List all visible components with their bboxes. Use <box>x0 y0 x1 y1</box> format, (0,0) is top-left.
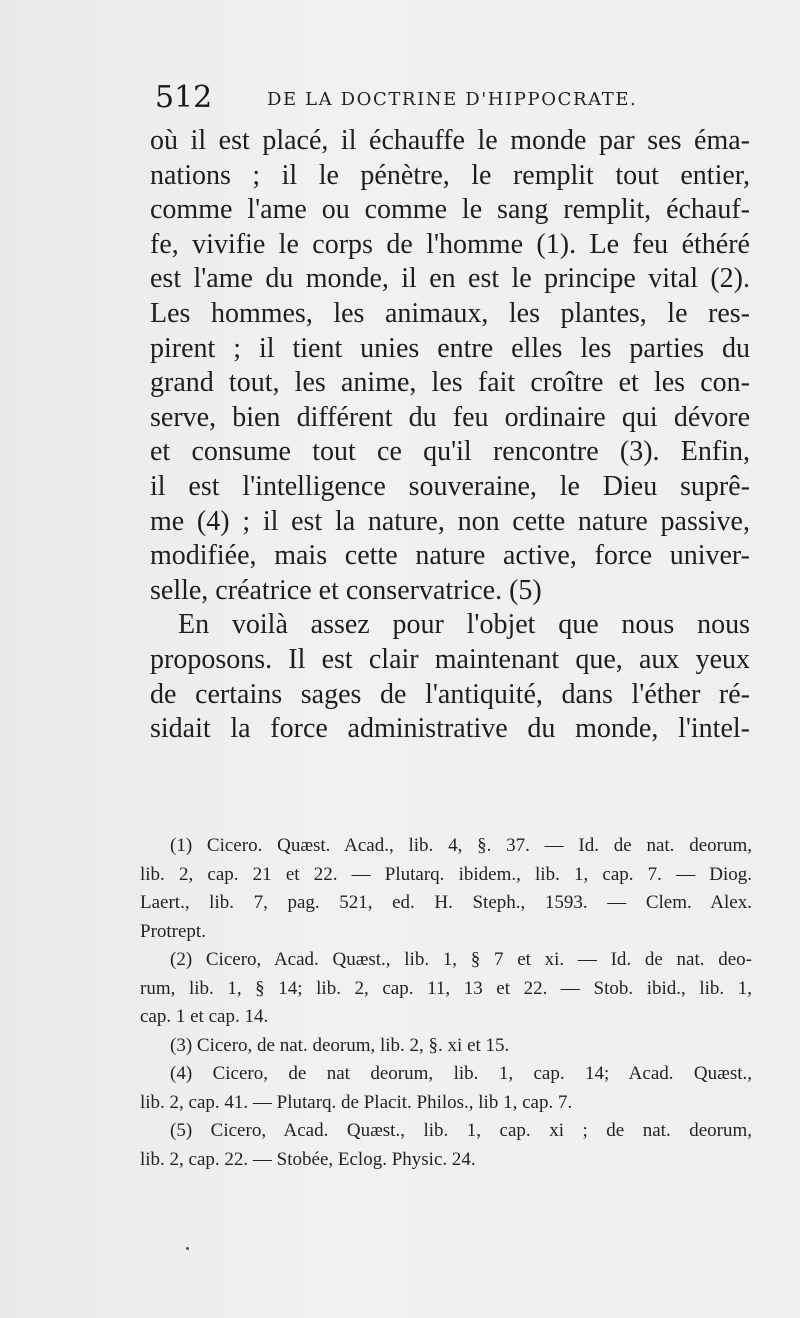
body-line: modifiée, mais cette nature active, force univer- <box>150 540 750 572</box>
body-line: et consume tout ce qu'il rencontre (3). Enfin, <box>150 436 750 468</box>
body-line: est l'ame du monde, il en est le principe vital (2). <box>150 263 750 295</box>
body-line: pirent ; il tient unies entre elles les parties du <box>150 332 750 364</box>
body-line: grand tout, les anime, les fait croître et les con- <box>150 367 750 399</box>
footnote-line: lib. 2, cap. 41. — Plutarq. de Placit. Philos., lib 1, cap. 7. <box>140 1091 573 1113</box>
ink-speck <box>186 1247 189 1250</box>
body-line: où il est placé, il échauffe le monde par ses éma- <box>150 125 750 156</box>
footnote-line: Protrept. <box>140 920 206 942</box>
body-line: serve, bien différent du feu ordinaire qui dévore <box>150 401 750 433</box>
footnote-line: Laert., lib. 7, pag. 521, ed. H. Steph., 1593. — Clem. Alex. <box>140 892 752 913</box>
body-line: me (4) ; il est la nature, non cette nature passive, <box>150 505 750 537</box>
footnote-line: (4) Cicero, de nat deorum, lib. 1, cap. 14; Acad. Quæst., <box>170 1063 752 1084</box>
footnote-line: (1) Cicero. Quæst. Acad., lib. 4, §. 37. — Id. de nat. deorum, <box>170 835 752 856</box>
body-line: selle, créatrice et conservatrice. (5) <box>150 574 542 606</box>
footnote-line: lib. 2, cap. 22. — Stobée, Eclog. Physic. 24. <box>140 1148 476 1170</box>
footnote-line: lib. 2, cap. 21 et 22. — Plutarq. ibidem., lib. 1, cap. 7. — Diog. <box>140 863 752 885</box>
footnote-line: rum, lib. 1, § 14; lib. 2, cap. 11, 13 et 22. — Stob. ibid., lib. 1, <box>140 977 752 999</box>
body-line: comme l'ame ou comme le sang remplit, échauf- <box>150 194 750 226</box>
footnote-line: cap. 1 et cap. 14. <box>140 1006 269 1027</box>
body-line: sidait la force administrative du monde, l'intel- <box>150 713 750 745</box>
footnote-line: (3) Cicero, de nat. deorum, lib. 2, §. xi et 15. <box>170 1034 510 1056</box>
body-line: de certains sages de l'antiquité, dans l'éther ré- <box>150 678 750 710</box>
page-header <box>155 78 755 118</box>
footnote-line: (2) Cicero, Acad. Quæst., lib. 1, § 7 et xi. — Id. de nat. deo- <box>170 949 752 970</box>
footnote-line: (5) Cicero, Acad. Quæst., lib. 1, cap. xi ; de nat. deorum, <box>170 1120 752 1141</box>
running-title: DE LA DOCTRINE D'HIPPOCRATE. <box>267 89 638 110</box>
body-line: fe, vivifie le corps de l'homme (1). Le feu éthéré <box>150 228 750 260</box>
body-line: il est l'intelligence souveraine, le Dieu suprê- <box>150 470 750 502</box>
footnotes <box>140 832 752 1174</box>
page-number: 512 <box>155 80 213 115</box>
body-line: nations ; il le pénètre, le remplit tout entier, <box>150 159 750 191</box>
body-line: En voilà assez pour l'objet que nous nous <box>178 609 750 641</box>
body-line: Les hommes, les animaux, les plantes, le res- <box>150 297 750 329</box>
body-line: proposons. Il est clair maintenant que, aux yeux <box>150 643 750 675</box>
body-text <box>150 124 750 747</box>
